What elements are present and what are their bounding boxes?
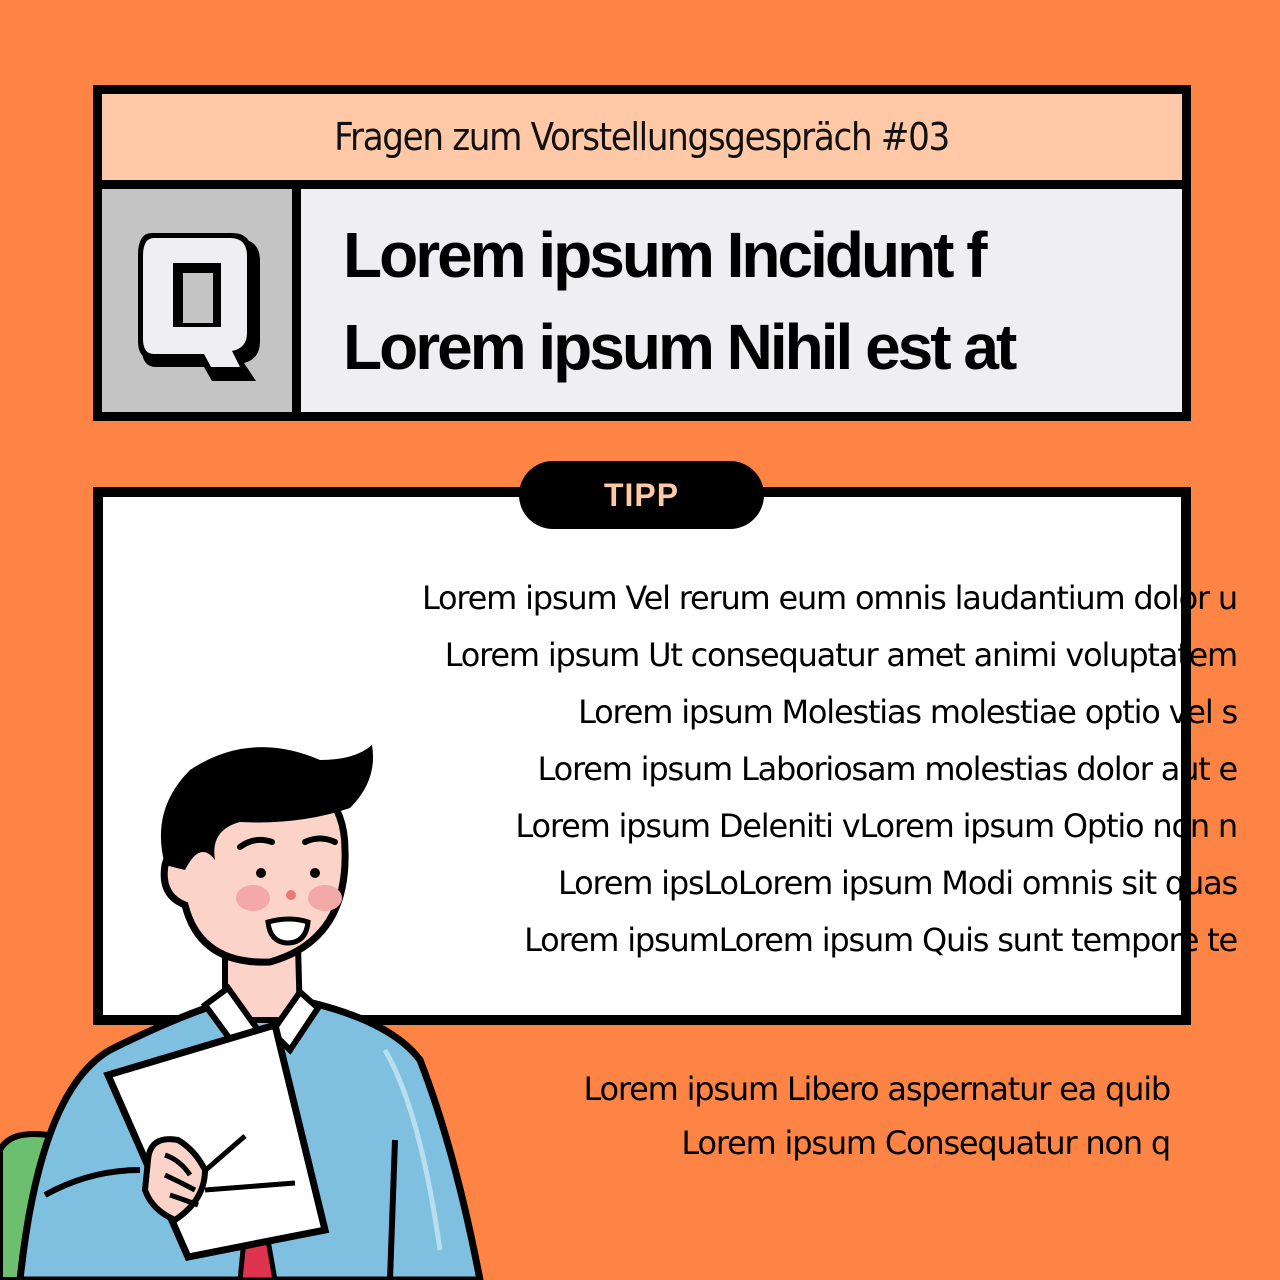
question-title-cell <box>301 189 1182 412</box>
header-subtitle-band <box>102 94 1182 180</box>
tip-text <box>422 570 1237 969</box>
question-title-line-2: Lorem ipsum Nihil est at <box>343 310 1015 383</box>
man-holding-paper-illustration <box>0 730 500 1280</box>
question-title-line-1: Lorem ipsum Incidunt f <box>343 218 985 291</box>
tip-line: Lorem ipsLoLorem ipsum Modi omnis sit quas <box>558 864 1237 902</box>
tip-line: Lorem ipsum Vel rerum eum omnis laudantium dolor u <box>421 579 1237 617</box>
tip-badge-label: TIPP <box>603 476 680 513</box>
footer-line: Lorem ipsum Consequatur non q <box>681 1124 1170 1162</box>
tip-line: Lorem ipsum Molestias molestiae optio vel s <box>578 693 1237 731</box>
q-letter-icon <box>138 231 262 383</box>
tip-line: Lorem ipsum Deleniti vLorem ipsum Optio non n <box>515 807 1237 845</box>
header-subtitle: Fragen zum Vorstellungsgespräch #03 <box>334 115 950 159</box>
mouth <box>268 919 308 943</box>
question-header-card <box>93 85 1191 421</box>
q-icon-cell <box>102 189 292 412</box>
tip-line: Lorem ipsumLorem ipsum Quis sunt tempore te <box>524 921 1237 959</box>
footer-caption <box>583 1062 1170 1170</box>
tip-badge <box>519 461 764 529</box>
tip-line: Lorem ipsum Laboriosam molestias dolor aut e <box>537 750 1237 788</box>
tip-line: Lorem ipsum Ut consequatur amet animi voluptatem <box>444 636 1237 674</box>
footer-line: Lorem ipsum Libero aspernatur ea quib <box>583 1070 1170 1108</box>
